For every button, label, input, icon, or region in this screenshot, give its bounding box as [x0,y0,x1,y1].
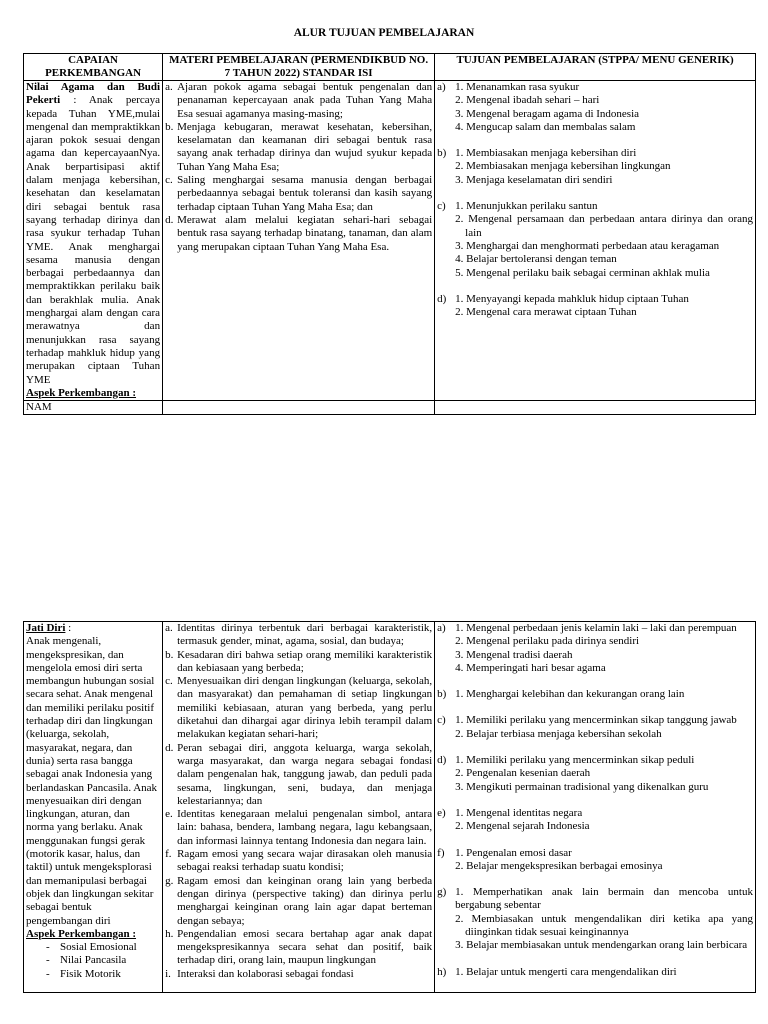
list-marker: f. [165,848,172,861]
aspect-text: Sosial Emosional [60,941,137,954]
capaian-cell [24,622,163,993]
list-marker: i. [165,967,171,980]
aspect-value: NAM [24,401,163,415]
list-marker: c. [165,174,173,187]
aspect-text: Fisik Motorik [60,967,121,980]
list-marker: g. [165,874,174,887]
tujuan-item: 1. Mengenal perbedaan jenis kelamin laki – laki dan perempuan [455,622,737,634]
heading-colon: : [60,94,77,107]
list-marker: f) [437,846,445,859]
tujuan-item: 2. Membiasakan menjaga kebersihan lingkungan [455,160,671,173]
tujuan-list [437,81,753,319]
materi-item [165,875,432,928]
list-marker: b) [437,688,447,701]
tujuan-item: 2. Membiasakan untuk mengendalikan diri ketika apa yang diinginkan tidak sesuai keinginannya [455,912,753,939]
table-row [24,401,756,415]
materi-text: Interaksi dan kolaborasi sebagai fondasi [177,967,354,980]
tujuan-item: 1. Membiasakan menjaga kebersihan diri [455,147,637,160]
materi-text: Pengendalian emosi secara bertahap agar anak dapat mengekspresikannya secara sehat dan positif, baik terhadap diri, orang lain, maupun lingkungan [177,927,433,967]
materi-text: Saling menghargai sesama manusia dengan berbagai perbedaannya sebagai bentuk toleransi dan kasih sayang terhadap ciptaan Tuhan Yang Maha Esa; dan [177,174,433,213]
aspect-item [26,941,160,954]
tujuan-item: 1. Menanamkan rasa syukur [455,81,580,93]
capaian-description: Anak mengenali, mengekspresikan, dan mengelola emosi diri serta membangun hubungan sosial secara sehat. Anak mengenal dan memiliki perilaku positif terhadap diri dan lingkungan (keluarga, sekolah, masyarakat, negara, dan dunia) serta rasa bangga sebagai anak Indonesia yang berlandaskan Pancasila. Anak menyesuaikan diri dengan lingkungan, aturan, dan norma yang berlaku. Anak menggunakan fungsi gerak (motorik kasar, halus, dan taktil) untuk mengeksplorasi dan memanipulasi berbagai objek dan lingkungan sekitar sebagai bentuk pengembangan diri [26,635,158,927]
tujuan-group [437,81,753,134]
materi-cell [163,81,435,401]
aspect-label: Aspek Perkembangan : [26,927,137,940]
tujuan-group [437,293,753,320]
list-marker: b. [165,120,174,133]
materi-text: Identitas dirinya terbentuk dari berbagai karakteristik, termasuk gender, minat, agama, sosial, dan budaya; [177,622,433,648]
tujuan-item: 3. Mengikuti permainan tradisional yang dikenalkan guru [455,780,709,793]
table-row [24,622,756,993]
list-marker: d) [437,754,447,767]
materi-text: Peran sebagai diri, anggota keluarga, warga sekolah, warga masyarakat, dan warga negara sebagai fondasi dalam pengenalan hak, tanggung jawab, dan peduli pada sesama, lingkungan, seni, budaya, dan menjaga kelestariannya; dan [177,741,433,807]
tujuan-group [437,622,753,675]
tujuan-item: 2. Mengenal cara merawat ciptaan Tuhan [455,306,637,319]
aspect-item [26,968,160,981]
list-marker: a) [437,81,446,93]
table-row [24,81,756,401]
capaian-description: Anak percaya kepada Tuhan YME,mulai mengenal dan mempraktikkan ajaran pokok sesuai dengan agama dan kepercayaanNya. Anak berpartisipasi aktif dalam menjaga kebersihan, kesehatan dan keselamatan diri sebagai bentuk rasa sayang terhadap dirinya dan rasa syukur terhadap Tuhan YME. Anak menghargai sesama manusia dengan berbagai perbedaannya dan mempraktikkan perilaku baik dan berakhlak mulia. Anak menghargai alam dengan cara merawatnya dan menunjukkan rasa sayang terhadap mahkluk hidup yang merupakan ciptaan Tuhan YME [26,94,161,386]
list-marker: c) [437,714,446,727]
capaian-text [26,81,160,387]
list-marker: d. [165,741,174,754]
aspect-label: Aspek Perkembangan : [26,386,137,399]
document-title: ALUR TUJUAN PEMBELAJARAN [293,27,475,39]
tujuan-item: 2. Pengenalan kesenian daerah [455,767,591,780]
tujuan-group [437,966,753,979]
materi-list [165,81,432,254]
list-marker: h) [437,965,447,978]
tujuan-item: 3. Belajar membiasakan untuk mendengarkan orang lain berbicara [455,939,748,952]
materi-item [165,675,432,741]
tujuan-group [437,714,753,741]
list-marker: d) [437,292,447,305]
tujuan-item: 1. Memiliki perilaku yang mencerminkan sikap peduli [455,754,695,767]
tujuan-group [437,886,753,952]
materi-text: Ragam emosi yang secara wajar dirasakan oleh manusia sebagai reaksi terhadap suatu kondisi; [177,848,433,874]
materi-text: Ajaran pokok agama sebagai bentuk pengenalan dan penanaman kepercayaan anak pada Tuhan Yang Maha Esa sesuai agamanya masing-masing; [177,81,433,120]
tujuan-item: 4. Mengucap salam dan membalas salam [455,120,636,133]
section-heading: Jati Diri [26,622,66,634]
materi-item [165,622,432,649]
materi-item [165,81,432,121]
tujuan-item: 1. Menghargai kelebihan dan kekurangan orang lain [455,688,685,701]
tujuan-group [437,754,753,794]
tujuan-group [437,847,753,874]
tujuan-list [437,622,753,979]
tujuan-item: 1. Memiliki perilaku yang mencerminkan sikap tanggung jawab [455,714,737,727]
header-capaian: CAPAIAN PERKEMBANGAN [24,54,163,81]
empty-cell [163,401,435,415]
aspect-text: Nilai Pancasila [60,954,127,967]
materi-item [165,214,432,254]
materi-text: Identitas kenegaraan melalui pengenalan simbol, antara lain: bahasa, bendera, lambang negara, lagu kebangsaan, dan informasi lainnya tentang Indonesia dan negara lain. [177,808,433,847]
materi-item [165,848,432,875]
tujuan-item: 1. Mengenal identitas negara [455,806,583,819]
list-marker: c. [165,675,173,688]
list-marker: e. [165,808,173,821]
tujuan-item: 4. Memperingati hari besar agama [455,661,606,674]
materi-item [165,649,432,676]
empty-cell [435,401,756,415]
materi-item [165,174,432,214]
list-marker: a. [165,622,173,634]
materi-text: Ragam emosi dan keinginan orang lain yang berbeda dengan dirinya (perspective taking) dan dirinya perlu menghargai keinginan orang lain agar dapat berteman dengan sebaya; [177,874,433,927]
aspect-item [26,954,160,967]
materi-text: Menjaga kebugaran, merawat kesehatan, kebersihan, keselamatan dan keamanan diri sebagai bentuk rasa sayang anak terhadap dirinya dan wujud syukur kepada Tuhan Yang Maha Esa; [177,120,433,173]
tujuan-item: 2. Belajar mengekspresikan berbagai emosinya [455,859,663,872]
heading-colon: : [65,622,72,634]
tujuan-group [437,688,753,701]
materi-text: Menyesuaikan diri dengan lingkungan (keluarga, sekolah, dan masyarakat) dan pemahaman di setiap lingkungan memiliki kebiasaan, aturan yang berbeda, yang perlu diketahui dan dihargai agar dirinya lebih terampil dalam melakukan kegiatan sehari-hari; [177,675,433,741]
materi-item [165,808,432,848]
list-marker: e) [437,806,446,819]
header-tujuan: TUJUAN PEMBELAJARAN (STPPA/ MENU GENERIK) [435,54,756,81]
tujuan-item: 3. Mengenal beragam agama di Indonesia [455,107,640,120]
tujuan-cell [435,81,756,401]
materi-text: Kesadaran diri bahwa setiap orang memiliki karakteristik dan kebiasaan yang berbeda; [177,648,433,674]
materi-item [165,968,432,981]
list-marker: b. [165,648,174,661]
list-marker: b) [437,147,447,160]
tujuan-item: 2. Mengenal perilaku pada dirinya sendiri [455,635,640,648]
tujuan-item: 1. Belajar untuk mengerti cara mengendalikan diri [455,965,677,978]
tujuan-item: 2. Mengenal ibadah sehari – hari [455,94,600,107]
materi-item [165,928,432,968]
materi-cell [163,622,435,993]
table-page-2 [23,621,756,993]
table-header-row [24,54,756,81]
capaian-text [26,622,160,928]
header-materi: MATERI PEMBELAJARAN (PERMENDIKBUD NO. 7 TAHUN 2022) STANDAR ISI [163,54,435,81]
section-heading: Nilai Agama dan Budi Pekerti [26,81,161,107]
materi-item [165,742,432,808]
tujuan-item: 4. Belajar bertoleransi dengan teman [455,253,617,266]
tujuan-item: 1. Menyayangi kepada mahkluk hidup ciptaan Tuhan [455,292,689,305]
aspect-list [26,941,160,981]
tujuan-item: 3. Menjaga keselamatan diri sendiri [455,173,613,186]
materi-item [165,121,432,174]
materi-text: Merawat alam melalui kegiatan sehari-hari sebagai bentuk rasa sayang terhadap binatang, tanaman, dan alam yang merupakan ciptaan Tuhan Yang Maha Esa. [177,213,433,253]
tujuan-item: 1. Pengenalan emosi dasar [455,846,572,859]
tujuan-item: 2. Mengenal sejarah Indonesia [455,820,590,833]
capaian-cell [24,81,163,401]
tujuan-group [437,807,753,834]
tujuan-group [437,200,753,280]
tujuan-cell [435,622,756,993]
tujuan-item: 2. Mengenal persamaan dan perbedaan antara dirinya dan orang lain [455,213,753,239]
tujuan-item: 3. Mengenal tradisi daerah [455,648,573,661]
list-marker: d. [165,213,174,226]
table-page-1 [23,53,756,415]
tujuan-item: 1. Menunjukkan perilaku santun [455,200,598,213]
list-marker: h. [165,927,174,940]
list-marker: c) [437,200,446,213]
list-marker: a. [165,81,173,93]
tujuan-item: 2. Belajar terbiasa menjaga kebersihan sekolah [455,727,662,740]
tujuan-item: 5. Mengenal perilaku baik sebagai cerminan akhlak mulia [455,266,710,279]
list-marker: a) [437,622,446,634]
materi-list [165,622,432,981]
tujuan-item: 3. Menghargai dan menghormati perbedaan atau keragaman [455,239,720,252]
list-marker: g) [437,886,447,899]
tujuan-group [437,147,753,187]
tujuan-item: 1. Memperhatikan anak lain bermain dan mencoba untuk bergabung sebentar [455,886,753,912]
